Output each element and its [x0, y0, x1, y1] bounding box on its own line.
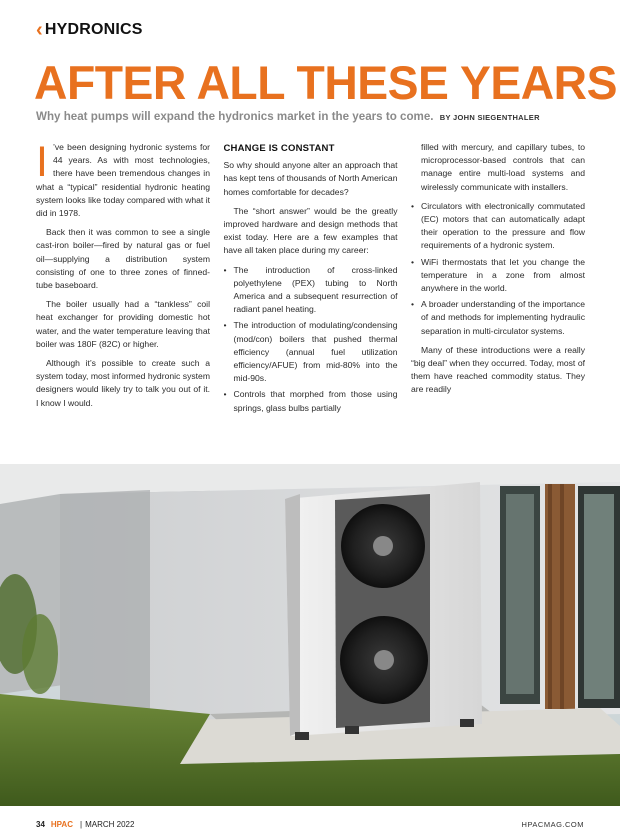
list-item: • A broader understanding of the importance of and methods for implementing hydraulic separation in multi-circulator systems. — [411, 298, 585, 338]
drop-cap: I — [36, 141, 48, 186]
heat-pump-photo — [0, 464, 620, 806]
column-1 — [36, 141, 210, 453]
website-link[interactable]: HPACMAG.COM — [521, 819, 584, 829]
bullet-list — [411, 200, 585, 338]
subhead: CHANGE IS CONSTANT — [223, 143, 335, 154]
paragraph-text: ’ve been designing hydronic systems for 44 years. As with most technologies, there have been tremendous changes in what a “typical” residential hydronic heating system looks like today compared with what it did in 1978. — [36, 142, 210, 219]
list-item: • Circulators with electronically commutated (EC) motors that can automatically adapt their operation to the pressure and flow requirements of a hydronic system. — [411, 200, 585, 253]
paragraph: So why should anyone alter an approach that has kept tens of thousands of North American homes comfortable for decades? — [223, 160, 398, 197]
list-item: • WiFi thermostats that let you change the temperature in a zone from almost anywhere in the world. — [411, 256, 585, 296]
byline: BY JOHN SIEGENTHALER — [439, 113, 540, 122]
section-tag — [36, 20, 143, 40]
deck-text: Why heat pumps will expand the hydronics market in the years to come. — [36, 110, 434, 123]
section-label: HYDRONICS — [44, 21, 143, 38]
issue-date: MARCH 2022 — [85, 819, 135, 829]
footer — [36, 817, 584, 831]
headline: AFTER ALL THESE YEARS — [34, 56, 617, 109]
paragraph: The “short answer” would be the greatly improved hardware and design methods that exist today. Here are a few examples that have all taken place during my career: — [223, 205, 398, 256]
list-item: • Controls that morphed from those using springs, glass bulbs partially — [224, 388, 398, 414]
paragraph — [36, 141, 210, 220]
column-3 — [411, 141, 585, 453]
paragraph: Back then it was common to see a single cast-iron boiler—fired by natural gas or fuel oil—supplying a distribution system consisting of one to three zones of finned-tube baseboard. — [36, 227, 210, 291]
magazine-name: HPAC — [50, 819, 73, 829]
paragraph: Many of these introductions were a really “big deal” when they occurred. Today, most of them have reached commodity status. They are readily — [411, 344, 585, 395]
paragraph: Although it’s possible to create such a system today, most informed hydronic system designers would likely try to talk you out of it. I know I would. — [36, 358, 210, 408]
separator: | — [79, 819, 83, 829]
paragraph: The boiler usually had a “tankless” coil heat exchanger for providing domestic hot water, and the water temperature leaving that boiler was 180F (82C) or higher. — [36, 299, 210, 349]
paragraph: filled with mercury, and capillary tubes, to microprocessor-based controls that can manage entire multi-load systems and wirelessly communicate with installers. — [421, 142, 585, 192]
footer-left — [36, 820, 134, 829]
page-number: 34 — [36, 819, 45, 829]
column-2 — [224, 141, 398, 453]
list-item: • The introduction of cross-linked polyethylene (PEX) tubing to North America and a subsequent resurrection of radiant panel heating. — [224, 264, 398, 317]
list-item: • The introduction of modulating/condensing (mod/con) boilers that pushed thermal efficiency (annual fuel utilization efficiency/AFUE) from mid-80% into the mid-90s. — [224, 319, 398, 385]
deck — [36, 110, 596, 123]
article-body — [36, 141, 585, 453]
chevron-left-icon: ‹ — [36, 19, 43, 41]
bullet-list — [224, 264, 398, 415]
